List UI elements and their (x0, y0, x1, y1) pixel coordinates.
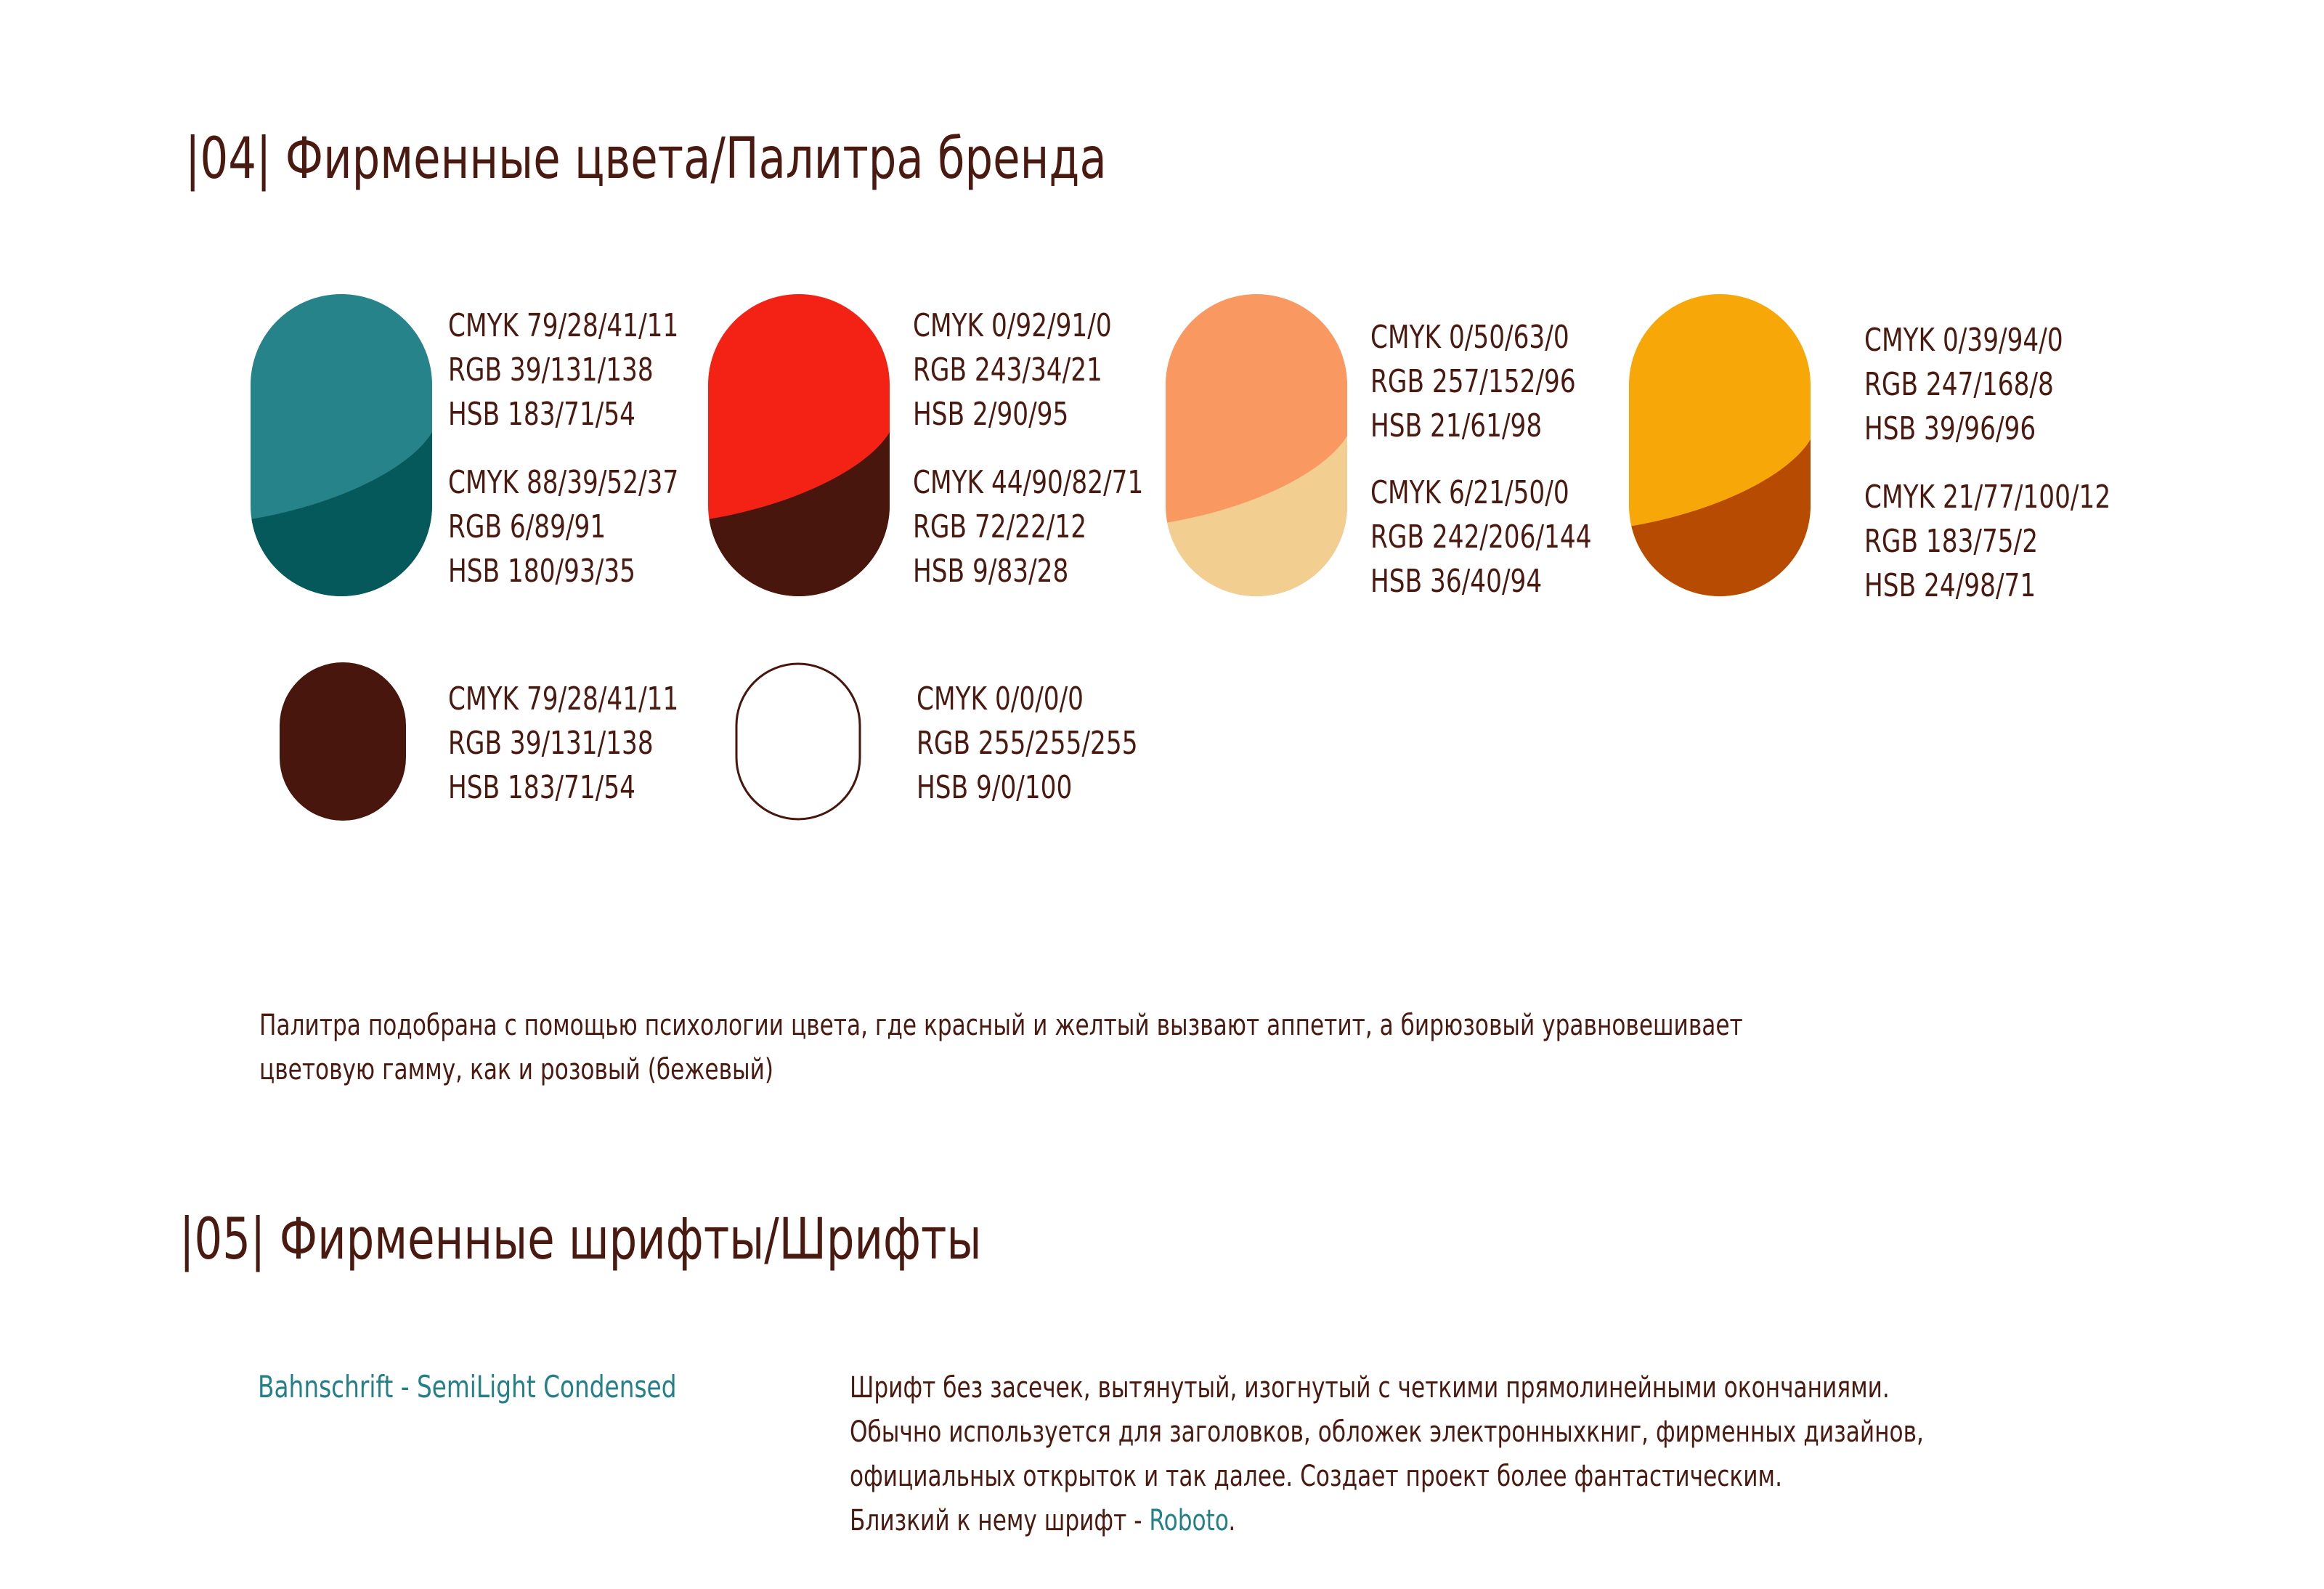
teal-swatch-graphic (251, 294, 432, 596)
red-swatch-graphic (708, 294, 890, 596)
red-top-spec: CMYK 0/92/91/0 RGB 243/34/21 HSB 2/90/95 (913, 307, 1112, 433)
red-bottom-spec: CMYK 44/90/82/71 RGB 72/22/12 HSB 9/83/28 (913, 464, 1144, 590)
white-spec: CMYK 0/0/0/0 RGB 255/255/255 HSB 9/0/100 (917, 680, 1138, 806)
font-name: Bahnschrift - SemiLight Condensed (258, 1369, 677, 1405)
peach-top-spec: CMYK 0/50/63/0 RGB 257/152/96 HSB 21/61/98 (1370, 319, 1576, 444)
teal-bottom-spec: CMYK 88/39/52/37 RGB 6/89/91 HSB 180/93/35 (448, 464, 679, 590)
teal-top-spec: CMYK 79/28/41/11 RGB 39/131/138 HSB 183/71/54 (448, 307, 679, 433)
peach-bottom-spec: CMYK 6/21/50/0 RGB 242/206/144 HSB 36/40/94 (1370, 474, 1592, 600)
similar-font-name: Roboto (1149, 1504, 1229, 1537)
peach-swatch (1166, 294, 1347, 596)
dark-brown-swatch (280, 662, 406, 821)
font-description: Шрифт без засечек, вытянутый, изогнутый с четкими прямолинейными окончаниями. Обычно используется для заголовков, обложек электронныхкниг, фирменных дизайнов, официальных открыток и так далее. Создает проект более фантастическим. Близкий к нему шрифт - Roboto. (850, 1371, 1924, 1537)
palette-section-title: |04| Фирменные цвета/Палитра бренда (185, 126, 1107, 192)
red-swatch (708, 294, 890, 596)
similar-font-suffix: . (1228, 1504, 1236, 1537)
peach-swatch-graphic (1166, 294, 1347, 596)
dark-brown-swatch-graphic (280, 662, 406, 821)
yellow-bottom-spec: CMYK 21/77/100/12 RGB 183/75/2 HSB 24/98/71 (1864, 479, 2111, 604)
white-swatch-graphic (735, 662, 861, 821)
swatch-fill (736, 664, 860, 819)
yellow-swatch (1629, 294, 1811, 596)
white-swatch (735, 662, 861, 821)
teal-swatch (251, 294, 432, 596)
similar-font-prefix: Близкий к нему шрифт - (850, 1504, 1150, 1537)
swatch-fill (280, 662, 406, 821)
fonts-section-title: |05| Фирменные шрифты/Шрифты (179, 1207, 982, 1272)
yellow-top-spec: CMYK 0/39/94/0 RGB 247/168/8 HSB 39/96/96 (1864, 322, 2063, 447)
yellow-swatch-graphic (1629, 294, 1811, 596)
dark-brown-spec: CMYK 79/28/41/11 RGB 39/131/138 HSB 183/71/54 (448, 680, 679, 806)
palette-description: Палитра подобрана с помощью психологии цвета, где красный и желтый вызвают аппетит, а бирюзовый уравновешивает цветовую гамму, как и розовый (бежевый) (259, 1009, 1743, 1086)
